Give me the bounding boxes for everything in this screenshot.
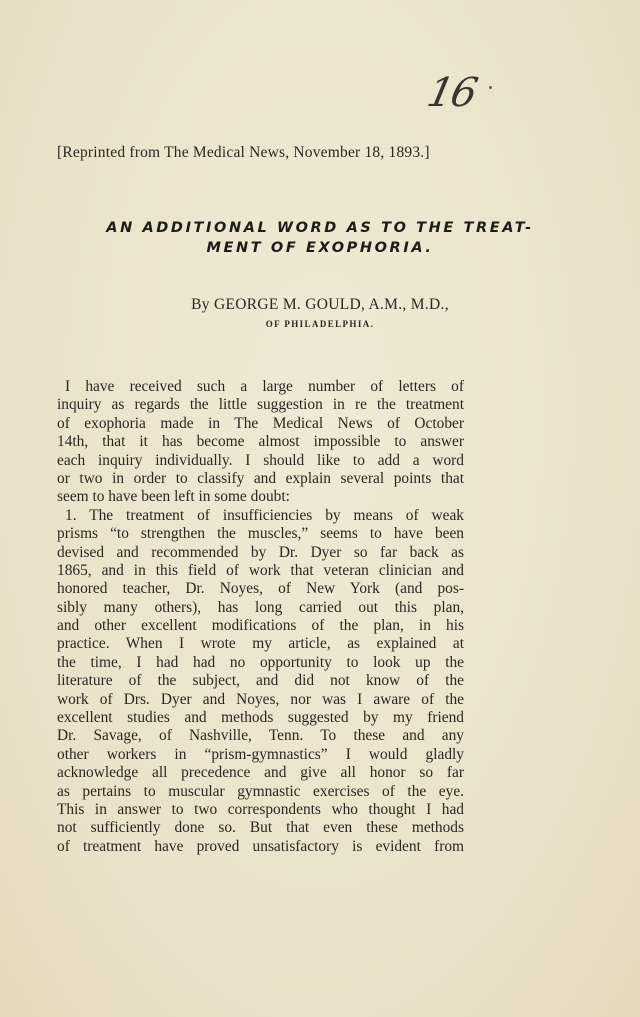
body-line: work of Drs. Dyer and Noyes, nor was I aware of the	[57, 690, 464, 708]
body-line: as pertains to muscular gymnastic exercises of the eye.	[57, 782, 464, 800]
body-line: seem to have been left in some doubt:	[57, 488, 290, 506]
body-line: excellent studies and methods suggested by my friend	[57, 709, 464, 727]
body-line: other workers in “prism-gymnastics” I would gladly	[57, 745, 464, 763]
body-line: not sufficiently done so. But that even these methods	[57, 819, 464, 837]
author-affiliation: OF PHILADELPHIA.	[265, 319, 375, 329]
body-line: and other excellent modifications of the plan, in his	[57, 617, 464, 635]
body-line: sibly many others), has long carried out this plan,	[57, 598, 464, 616]
title-line-2: MENT OF EXOPHORIA.	[206, 240, 434, 256]
body-line: literature of the subject, and did not know of the	[57, 672, 464, 690]
body-line: each inquiry individually. I should like to add a word	[57, 451, 464, 469]
body-line: the time, I had had no opportunity to look up the	[57, 653, 464, 671]
author-byline: By GEORGE M. GOULD, A.M., M.D.,	[191, 296, 449, 313]
article-title	[100, 218, 540, 258]
pencil-mark	[489, 86, 492, 89]
handwritten-page-number: 16	[423, 70, 480, 116]
body-line: practice. When I wrote my article, as explained at	[57, 635, 464, 653]
body-line: acknowledge all precedence and give all honor so far	[57, 764, 464, 782]
body-line: devised and recommended by Dr. Dyer so far back as	[57, 543, 464, 561]
body-line: of exophoria made in The Medical News of October	[57, 414, 464, 432]
body-line: Dr. Savage, of Nashville, Tenn. To these and any	[57, 727, 464, 745]
body-line: 14th, that it has become almost impossible to answer	[57, 433, 464, 451]
body-line: honored teacher, Dr. Noyes, of New York (and pos-	[57, 580, 464, 598]
reprint-notice: [Reprinted from The Medical News, November 18, 1893.]	[57, 144, 430, 161]
body-line: 1. The treatment of insufficiencies by means of weak	[65, 506, 464, 524]
body-line: prisms “to strengthen the muscles,” seems to have been	[57, 525, 464, 543]
article-body	[57, 378, 464, 856]
body-line: or two in order to classify and explain several points that	[57, 469, 464, 487]
body-line: inquiry as regards the little suggestion in re the treatment	[57, 396, 464, 414]
body-line: of treatment have proved unsatisfactory is evident from	[57, 837, 464, 855]
body-line: I have received such a large number of letters of	[65, 378, 464, 395]
body-line: This in answer to two correspondents who thought I had	[57, 800, 464, 818]
title-line-1: AN ADDITIONAL WORD AS TO THE TREAT-	[106, 220, 534, 236]
body-line: 1865, and in this field of work that veteran clinician and	[57, 561, 464, 579]
